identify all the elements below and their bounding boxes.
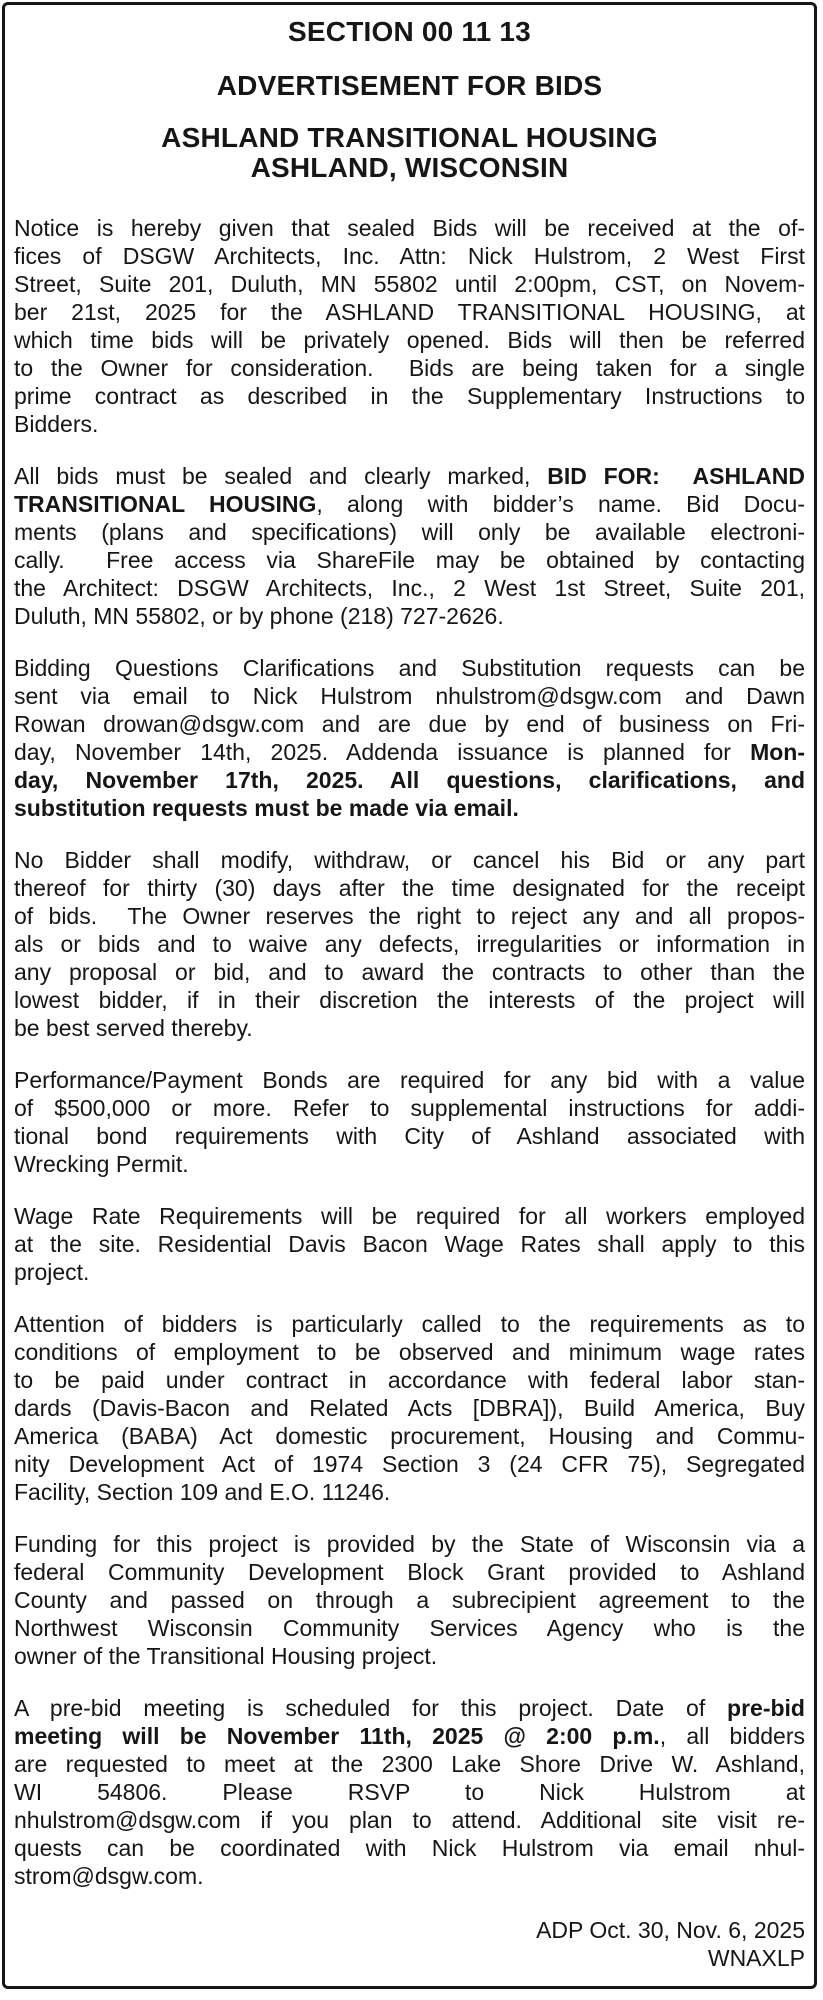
bold-text: BID FOR: ASHLAND: [547, 463, 805, 489]
text-line: TRANSITIONAL HOUSING, along with bidder’s name. Bid Docu-: [14, 491, 805, 517]
paragraph: [14, 1310, 805, 1506]
text-line: lowest bidder, if in their discretion the interests of the project will: [14, 987, 805, 1013]
legal-notice-ad: [2, 2, 817, 1989]
text-line: Notice is hereby given that sealed Bids will be received at the of-: [14, 215, 805, 241]
bold-text: TRANSITIONAL HOUSING: [14, 491, 317, 517]
text-line: Northwest Wisconsin Community Services Agency who is the: [14, 1615, 805, 1641]
text-line: ber 21st, 2025 for the ASHLAND TRANSITIONAL HOUSING, at: [14, 299, 805, 325]
publication-code: WNAXLP: [707, 1945, 805, 1971]
paragraph: [14, 1530, 805, 1670]
bold-text: day, November 17th, 2025. All questions, clarifications, and: [14, 767, 805, 793]
bold-text: pre-bid: [727, 1695, 805, 1721]
publication-footer: [14, 1916, 805, 1972]
text-line: sent via email to Nick Hulstrom nhulstrom@dsgw.com and Dawn: [14, 683, 805, 709]
text-line: Duluth, MN 55802, or by phone (218) 727-2626.: [14, 603, 504, 629]
text-line: which time bids will be privately opened. Bids will then be referred: [14, 327, 805, 353]
text-line: Wrecking Permit.: [14, 1151, 189, 1177]
text-line: federal Community Development Block Grant provided to Ashland: [14, 1559, 805, 1585]
publication-dates: ADP Oct. 30, Nov. 6, 2025: [536, 1917, 805, 1943]
text-line: to be paid under contract in accordance with federal labor stan-: [14, 1367, 805, 1393]
section-heading: SECTION 00 11 13: [288, 16, 531, 47]
project-name-line: ASHLAND TRANSITIONAL HOUSING: [161, 122, 658, 153]
paragraph: [14, 1202, 805, 1286]
text-line: thereof for thirty (30) days after the time designated for the receipt: [14, 875, 805, 901]
text-line: of $500,000 or more. Refer to supplemental instructions for addi-: [14, 1095, 805, 1121]
text-line: Attention of bidders is particularly called to the requirements as to: [14, 1311, 805, 1337]
bold-text: substitution requests must be made via email.: [14, 795, 519, 821]
text-line: Bidding Questions Clarifications and Substitution requests can be: [14, 655, 805, 681]
text-line: WI 54806. Please RSVP to Nick Hulstrom at: [14, 1779, 805, 1805]
paragraph: [14, 846, 805, 1042]
text-line: als or bids and to waive any defects, irregularities or information in: [14, 931, 805, 957]
paragraph: [14, 654, 805, 822]
text-line: the Architect: DSGW Architects, Inc., 2 West 1st Street, Suite 201,: [14, 575, 805, 601]
text-line: Wage Rate Requirements will be required for all workers employed: [14, 1203, 805, 1229]
text-line: project.: [14, 1259, 90, 1285]
text-line: be best served thereby.: [14, 1015, 253, 1041]
text-line: All bids must be sealed and clearly marked, BID FOR: ASHLAND: [14, 463, 805, 489]
text-line: conditions of employment to be observed and minimum wage rates: [14, 1339, 805, 1365]
text-line: America (BABA) Act domestic procurement, Housing and Commu-: [14, 1423, 805, 1449]
text-line: strom@dsgw.com.: [14, 1863, 204, 1889]
text-line: owner of the Transitional Housing project.: [14, 1643, 438, 1669]
text-line: ments (plans and specifications) will only be available electroni-: [14, 519, 805, 545]
text-line: tional bond requirements with City of Ashland associated with: [14, 1123, 805, 1149]
paragraph: [14, 1066, 805, 1178]
notice-title-heading: ADVERTISEMENT FOR BIDS: [216, 70, 603, 101]
text-line: A pre-bid meeting is scheduled for this project. Date of pre-bid: [14, 1695, 805, 1721]
text-line: any proposal or bid, and to award the contracts to other than the: [14, 959, 805, 985]
text-line: day, November 14th, 2025. Addenda issuance is planned for Mon-: [14, 739, 805, 765]
project-heading: [14, 123, 805, 183]
text-line: County and passed on through a subrecipient agreement to the: [14, 1587, 805, 1613]
paragraph: [14, 462, 805, 630]
text-line: Performance/Payment Bonds are required for any bid with a value: [14, 1067, 805, 1093]
text-line: Funding for this project is provided by the State of Wisconsin via a: [14, 1531, 805, 1557]
bold-text: Mon-: [750, 739, 805, 765]
text-line: at the site. Residential Davis Bacon Wage Rates shall apply to this: [14, 1231, 805, 1257]
text-line: nity Development Act of 1974 Section 3 (24 CFR 75), Segregated: [14, 1451, 805, 1477]
text-line: cally. Free access via ShareFile may be obtained by contacting: [14, 547, 805, 573]
notice-body: [14, 214, 805, 1890]
text-line: Facility, Section 109 and E.O. 11246.: [14, 1479, 391, 1505]
paragraph: [14, 1694, 805, 1890]
text-line: are requested to meet at the 2300 Lake Shore Drive W. Ashland,: [14, 1751, 805, 1777]
paragraph: [14, 214, 805, 438]
project-location-line: ASHLAND, WISCONSIN: [250, 152, 569, 183]
text-line: nhulstrom@dsgw.com if you plan to attend. Additional site visit re-: [14, 1807, 805, 1833]
text-line: meeting will be November 11th, 2025 @ 2:00 p.m., all bidders: [14, 1723, 805, 1749]
text-line: dards (Davis-Bacon and Related Acts [DBRA]), Build America, Buy: [14, 1395, 805, 1421]
text-line: quests can be coordinated with Nick Hulstrom via email nhul-: [14, 1835, 805, 1861]
text-line: No Bidder shall modify, withdraw, or cancel his Bid or any part: [14, 847, 805, 873]
text-line: Rowan drowan@dsgw.com and are due by end of business on Fri-: [14, 711, 805, 737]
text-line: Street, Suite 201, Duluth, MN 55802 until 2:00pm, CST, on Novem-: [14, 271, 805, 297]
text-line: [14, 766, 805, 794]
text-line: Bidders.: [14, 411, 99, 437]
text-line: to the Owner for consideration. Bids are being taken for a single: [14, 355, 805, 381]
text-line: fices of DSGW Architects, Inc. Attn: Nick Hulstrom, 2 West First: [14, 243, 805, 269]
bold-text: meeting will be November 11th, 2025 @ 2:00 p.m.: [14, 1723, 660, 1749]
text-line: prime contract as described in the Supplementary Instructions to: [14, 383, 805, 409]
text-line: [14, 794, 805, 822]
text-line: of bids. The Owner reserves the right to reject any and all propos-: [14, 903, 805, 929]
